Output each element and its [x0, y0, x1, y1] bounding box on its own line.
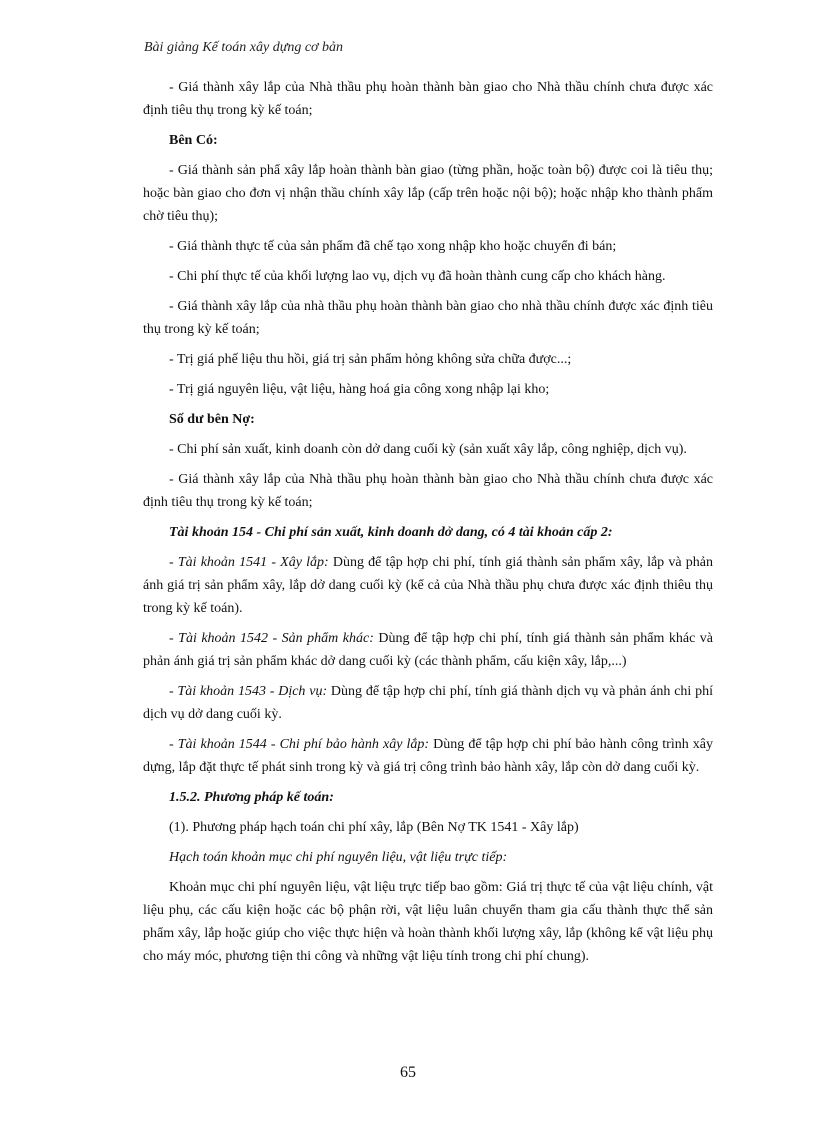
paragraph: - Chi phí sản xuất, kinh doanh còn dở dang cuối kỳ (sản xuất xây lắp, công nghiệp, dịch vụ). [169, 442, 687, 457]
paragraph: (1). Phương pháp hạch toán chi phí xây, lắp (Bên Nợ TK 1541 - Xây lắp) [169, 820, 579, 835]
page-body [143, 76, 713, 975]
section-heading-ben-co: Bên Có: [169, 133, 218, 148]
section-heading-tk154: Tài khoản 154 - Chi phí sản xuất, kinh doanh dở dang, có 4 tài khoản cấp 2: [169, 525, 613, 540]
page-header: Bài giảng Kế toán xây dựng cơ bản [144, 40, 344, 55]
account-item [143, 733, 713, 779]
account-description: Dùng để tập hợp chi phí, tính giá thành sản phẩm xây, lắp và phản ánh giá trị sản phẩm xây, lắp dở dang cuối kỳ (kể cả của Nhà thầu phụ chưa được xác định thiêu thụ trong kỳ kế toán). [143, 555, 713, 616]
account-item [143, 627, 713, 673]
account-description: Dùng để tập hợp chi phí, tính giá thành dịch vụ và phản ánh chi phí dịch vụ dở dang cuối kỳ. [143, 684, 713, 722]
paragraph: - Giá thành sản phẩ xây lắp hoàn thành bàn giao (từng phần, hoặc toàn bộ) được coi là tiêu thụ; hoặc bàn giao cho đơn vị nhận thầu chính xây lắp (cấp trên hoặc nội bộ); hoặc nhập kho thành phẩm chờ tiêu thụ); [143, 163, 713, 224]
page-number: 65 [400, 1064, 416, 1081]
subheading-italic: Hạch toán khoản mục chi phí nguyên liệu, vật liệu trực tiếp: [169, 850, 508, 865]
paragraph: - Giá thành xây lắp của Nhà thầu phụ hoàn thành bàn giao cho Nhà thầu chính chưa được xác định tiêu thụ trong kỳ kế toán; [143, 80, 713, 118]
paragraph: - Trị giá phế liệu thu hồi, giá trị sản phẩm hỏng không sửa chữa được...; [169, 352, 572, 367]
account-item [143, 680, 713, 726]
paragraph: - Trị giá nguyên liệu, vật liệu, hàng hoá gia công xong nhập lại kho; [169, 382, 550, 397]
paragraph: - Giá thành thực tế của sản phẩm đã chế tạo xong nhập kho hoặc chuyển đi bán; [169, 239, 617, 254]
account-description: Dùng để tập hợp chi phí bảo hành công trình xây dựng, lắp đặt thực tế phát sinh trong kỳ và giá trị công trình bảo hành xây, lắp còn dở dang cuối kỳ. [143, 737, 714, 775]
account-description: Dùng để tập hợp chi phí, tính giá thành sản phẩm khác và phản ánh giá trị sản phẩm khác dở dang cuối kỳ (các thành phẩm, cấu kiện xây, lắp,...) [143, 631, 714, 669]
section-heading-1-5-2: 1.5.2. Phương pháp kế toán: [169, 790, 334, 805]
account-item [143, 551, 713, 620]
account-label: - Tài khoản 1543 - Dịch vụ: [169, 684, 328, 699]
paragraph: - Chi phí thực tế của khối lượng lao vụ, dịch vụ đã hoàn thành cung cấp cho khách hàng. [169, 269, 666, 284]
paragraph: - Giá thành xây lắp của nhà thầu phụ hoàn thành bàn giao cho nhà thầu chính được xác định tiêu thụ trong kỳ kế toán; [143, 299, 713, 337]
account-label: - Tài khoản 1544 - Chi phí bảo hành xây lắp: [169, 737, 430, 752]
paragraph: - Giá thành xây lắp của Nhà thầu phụ hoàn thành bàn giao cho Nhà thầu chính chưa được xác định tiêu thụ trong kỳ kế toán; [143, 472, 713, 510]
account-label: - Tài khoản 1542 - Sản phẩm khác: [169, 631, 374, 646]
section-heading-so-du-ben-no: Số dư bên Nợ: [169, 412, 255, 427]
account-label: - Tài khoản 1541 - Xây lắp: [169, 555, 329, 570]
paragraph: Khoản mục chi phí nguyên liệu, vật liệu trực tiếp bao gồm: Giá trị thực tế của vật liệu chính, vật liệu phụ, các cấu kiện hoặc các bộ phận rời, vật liệu luân chuyển tham gia cấu thành thực thể sản phẩm xây, lắp hoặc giúp cho việc thực hiện và hoàn thành khối lượng xây, lắp (không kể vật liệu phụ cho máy móc, phương tiện thi công và những vật liệu tính trong chi phí chung). [143, 880, 713, 964]
